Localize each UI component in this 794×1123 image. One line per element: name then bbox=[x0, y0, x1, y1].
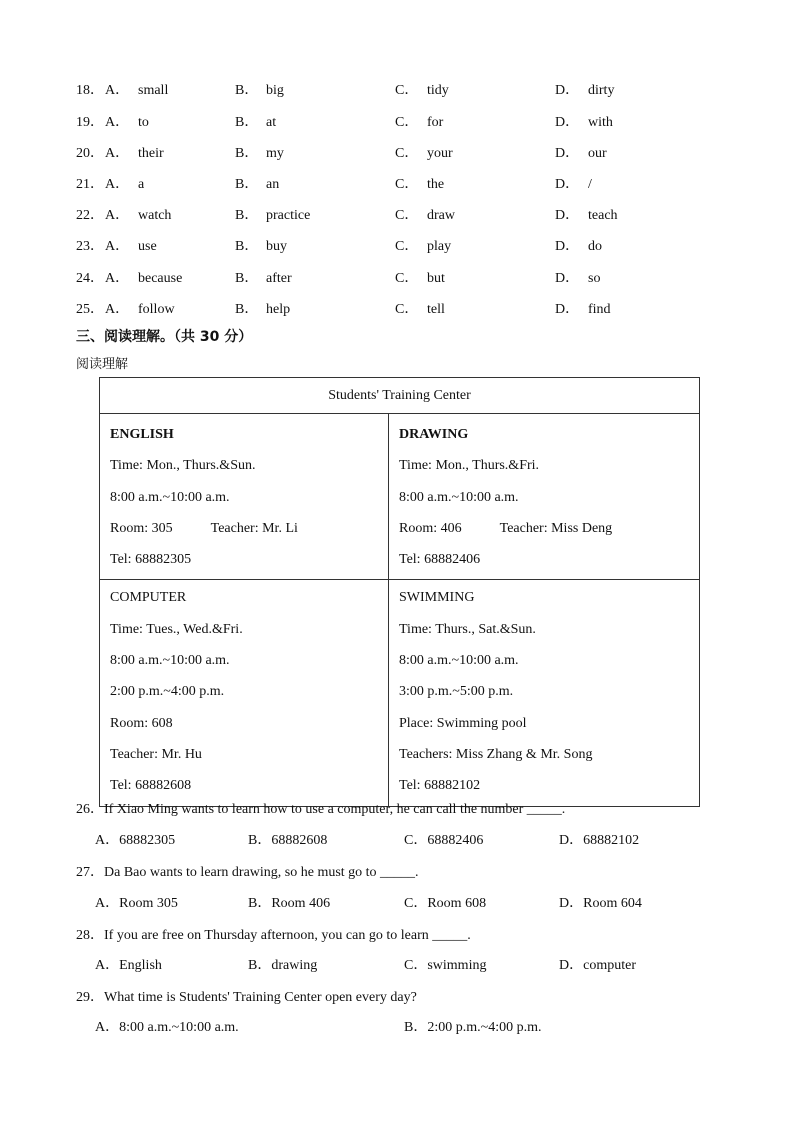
option-d: so bbox=[588, 271, 601, 286]
answer-option-d: D．Room 604 bbox=[559, 896, 642, 911]
option-c-label: C． bbox=[395, 177, 419, 192]
option-a: follow bbox=[138, 302, 175, 317]
question-stem: 27．Da Bao wants to learn drawing, so he must go to _____. bbox=[76, 865, 419, 880]
answer-option-d: D．68882102 bbox=[559, 833, 640, 848]
option-b-label: B． bbox=[235, 208, 259, 223]
option-d-label: D． bbox=[555, 271, 580, 286]
option-row bbox=[0, 144, 794, 164]
option-num: 18． bbox=[76, 83, 104, 98]
drawing-name: DRAWING bbox=[399, 427, 469, 442]
option-num: 25． bbox=[76, 302, 104, 317]
option-a: a bbox=[138, 177, 145, 192]
option-c: tell bbox=[427, 302, 445, 317]
option-d: with bbox=[588, 115, 613, 130]
option-d: find bbox=[588, 302, 611, 317]
option-a: small bbox=[138, 83, 169, 98]
english-room: Room: 305 bbox=[110, 520, 173, 536]
option-num: 19． bbox=[76, 115, 104, 130]
schedule-title: Students' Training Center bbox=[100, 378, 700, 414]
option-a-label: A． bbox=[105, 208, 130, 223]
option-b: my bbox=[266, 146, 284, 161]
answer-option-a: A．Room 305 bbox=[95, 896, 178, 911]
english-cell bbox=[100, 414, 389, 580]
english-name: ENGLISH bbox=[110, 427, 174, 442]
drawing-time: Time: Mon., Thurs.&Fri. bbox=[399, 458, 540, 474]
schedule-table bbox=[99, 377, 700, 807]
answer-option-a: A．English bbox=[95, 958, 162, 973]
option-d-label: D． bbox=[555, 115, 580, 130]
option-a-label: A． bbox=[105, 239, 130, 254]
option-c: tidy bbox=[427, 83, 449, 98]
option-c: play bbox=[427, 239, 452, 254]
option-b-label: B． bbox=[235, 115, 259, 130]
question-stem: 28．If you are free on Thursday afternoon, you can go to learn _____. bbox=[76, 928, 471, 943]
drawing-hours: 8:00 a.m.~10:00 a.m. bbox=[399, 489, 519, 505]
drawing-room-teacher bbox=[399, 513, 689, 544]
swimming-place: Place: Swimming pool bbox=[399, 715, 527, 731]
option-d: / bbox=[588, 177, 592, 192]
computer-hours-morning: 8:00 a.m.~10:00 a.m. bbox=[110, 653, 230, 669]
option-d-label: D． bbox=[555, 146, 580, 161]
computer-time: Time: Tues., Wed.&Fri. bbox=[110, 621, 243, 637]
option-a-label: A． bbox=[105, 302, 130, 317]
option-b: at bbox=[266, 115, 277, 130]
question-stem: 29．What time is Students' Training Center open every day? bbox=[76, 990, 417, 1005]
option-d-label: D． bbox=[555, 177, 580, 192]
option-c-label: C． bbox=[395, 302, 419, 317]
option-d-label: D． bbox=[555, 83, 580, 98]
section-subtitle: 阅读理解 bbox=[76, 357, 129, 372]
option-c: draw bbox=[427, 208, 455, 223]
question-stem: 26．If Xiao Ming wants to learn how to use a computer, he can call the number _____. bbox=[76, 802, 566, 817]
option-num: 22． bbox=[76, 208, 104, 223]
computer-room: Room: 608 bbox=[110, 715, 173, 731]
option-row bbox=[0, 206, 794, 226]
computer-cell bbox=[100, 580, 389, 806]
option-row bbox=[0, 81, 794, 101]
option-d: dirty bbox=[588, 83, 615, 98]
option-num: 20． bbox=[76, 146, 104, 161]
swimming-hours-morning: 8:00 a.m.~10:00 a.m. bbox=[399, 653, 519, 669]
swimming-hours-afternoon: 3:00 p.m.~5:00 p.m. bbox=[399, 684, 514, 700]
option-b: after bbox=[266, 271, 292, 286]
option-a-label: A． bbox=[105, 271, 130, 286]
option-a: their bbox=[138, 146, 164, 161]
swimming-cell bbox=[389, 580, 700, 806]
option-row bbox=[0, 300, 794, 320]
swimming-name: SWIMMING bbox=[399, 590, 475, 606]
option-c-label: C． bbox=[395, 239, 419, 254]
english-room-teacher bbox=[110, 513, 378, 544]
option-a: because bbox=[138, 271, 183, 286]
option-c-label: C． bbox=[395, 208, 419, 223]
drawing-tel: Tel: 68882406 bbox=[399, 552, 481, 568]
option-c-label: C． bbox=[395, 271, 419, 286]
option-b: an bbox=[266, 177, 280, 192]
answer-option-a: A．68882305 bbox=[95, 833, 176, 848]
option-c-label: C． bbox=[395, 83, 419, 98]
option-a: use bbox=[138, 239, 157, 254]
drawing-room: Room: 406 bbox=[399, 520, 462, 536]
option-b: buy bbox=[266, 239, 287, 254]
option-b-label: B． bbox=[235, 271, 259, 286]
answer-option-b: B．Room 406 bbox=[248, 896, 331, 911]
answer-option-c: C．swimming bbox=[404, 958, 487, 973]
option-a: watch bbox=[138, 208, 172, 223]
swimming-time: Time: Thurs., Sat.&Sun. bbox=[399, 621, 536, 637]
option-a-label: A． bbox=[105, 83, 130, 98]
option-c-label: C． bbox=[395, 115, 419, 130]
option-d-label: D． bbox=[555, 208, 580, 223]
option-b: practice bbox=[266, 208, 311, 223]
option-c: for bbox=[427, 115, 444, 130]
option-d-label: D． bbox=[555, 239, 580, 254]
english-tel: Tel: 68882305 bbox=[110, 552, 192, 568]
option-d-label: D． bbox=[555, 302, 580, 317]
answer-option-b: B．68882608 bbox=[248, 833, 328, 848]
option-d: do bbox=[588, 239, 602, 254]
computer-hours-afternoon: 2:00 p.m.~4:00 p.m. bbox=[110, 684, 225, 700]
computer-name: COMPUTER bbox=[110, 590, 187, 606]
option-b-label: B． bbox=[235, 146, 259, 161]
answer-option-c: C．Room 608 bbox=[404, 896, 487, 911]
computer-teacher: Teacher: Mr. Hu bbox=[110, 746, 202, 762]
option-row bbox=[0, 175, 794, 195]
option-a: to bbox=[138, 115, 149, 130]
option-c: but bbox=[427, 271, 445, 286]
english-teacher: Teacher: Mr. Li bbox=[210, 520, 298, 536]
english-time: Time: Mon., Thurs.&Sun. bbox=[110, 458, 256, 474]
answer-option-a: A．8:00 a.m.~10:00 a.m. bbox=[95, 1020, 239, 1035]
option-d: teach bbox=[588, 208, 618, 223]
option-num: 23． bbox=[76, 239, 104, 254]
option-row bbox=[0, 237, 794, 257]
option-b-label: B． bbox=[235, 302, 259, 317]
answer-option-b: B．2:00 p.m.~4:00 p.m. bbox=[404, 1020, 542, 1035]
option-b-label: B． bbox=[235, 83, 259, 98]
option-a-label: A． bbox=[105, 177, 130, 192]
computer-tel: Tel: 68882608 bbox=[110, 778, 192, 794]
answer-option-d: D．computer bbox=[559, 958, 636, 973]
option-d: our bbox=[588, 146, 607, 161]
option-row bbox=[0, 269, 794, 289]
drawing-cell bbox=[389, 414, 700, 580]
option-num: 24． bbox=[76, 271, 104, 286]
option-a-label: A． bbox=[105, 146, 130, 161]
option-num: 21． bbox=[76, 177, 104, 192]
swimming-tel: Tel: 68882102 bbox=[399, 778, 481, 794]
option-b-label: B． bbox=[235, 177, 259, 192]
option-c: the bbox=[427, 177, 445, 192]
option-b: help bbox=[266, 302, 291, 317]
option-c: your bbox=[427, 146, 453, 161]
swimming-teachers: Teachers: Miss Zhang & Mr. Song bbox=[399, 746, 593, 762]
option-b: big bbox=[266, 83, 284, 98]
answer-option-c: C．68882406 bbox=[404, 833, 484, 848]
answer-option-b: B．drawing bbox=[248, 958, 318, 973]
option-a-label: A． bbox=[105, 115, 130, 130]
option-row bbox=[0, 113, 794, 133]
english-hours: 8:00 a.m.~10:00 a.m. bbox=[110, 489, 230, 505]
drawing-teacher: Teacher: Miss Deng bbox=[499, 520, 613, 536]
section-title: 三、阅读理解。（共 30 分） bbox=[76, 329, 253, 345]
option-b-label: B． bbox=[235, 239, 259, 254]
option-c-label: C． bbox=[395, 146, 419, 161]
